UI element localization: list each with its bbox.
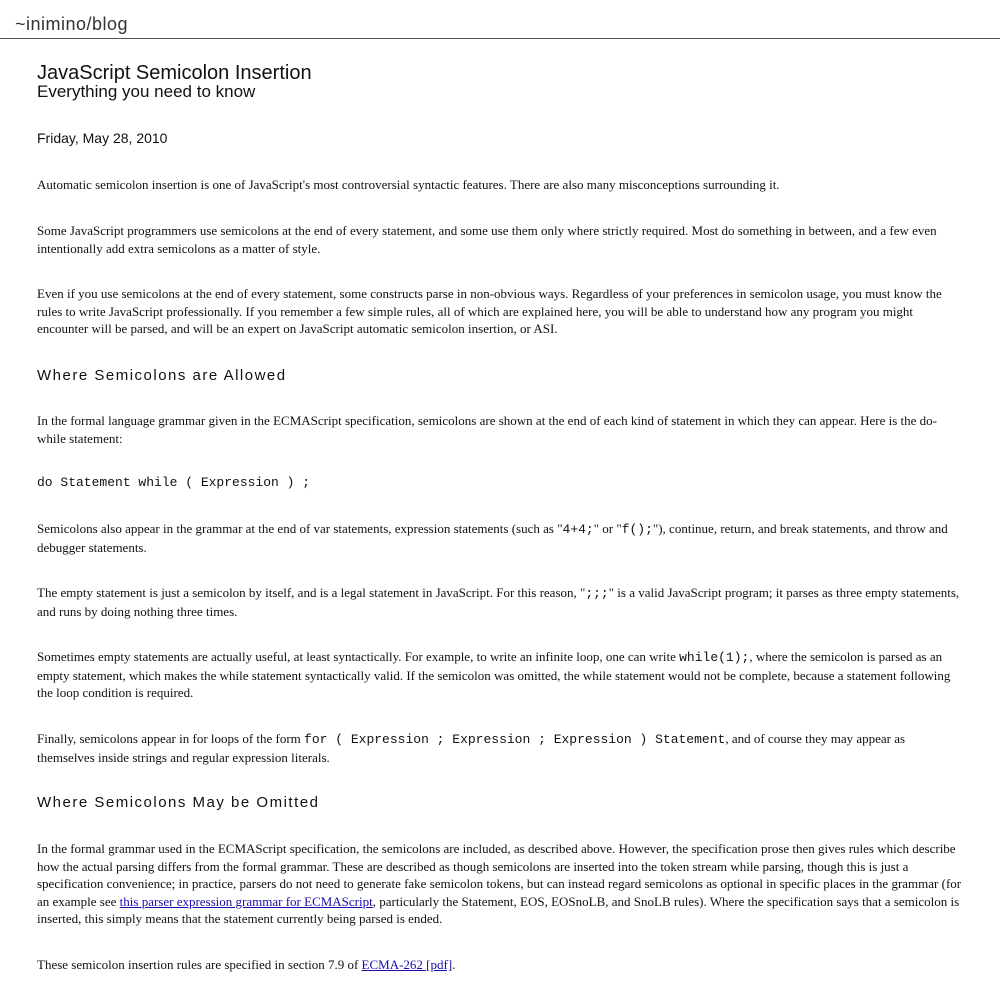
site-header [0, 0, 1000, 39]
post-subtitle: Everything you need to know [37, 82, 256, 101]
post-title: JavaScript Semicolon Insertion [37, 62, 312, 84]
post-content [37, 62, 963, 972]
text: . [452, 957, 456, 972]
inline-code: ;;; [585, 586, 609, 601]
text: The empty statement is just a semicolon by itself, and is a legal statement in JavaScript. For this reason, " [37, 585, 586, 600]
paragraph-infinite-loop [37, 648, 963, 702]
inline-code: 4+4; [562, 522, 594, 537]
inline-code: while(1); [679, 650, 750, 665]
paragraph-empty-statement [37, 584, 963, 620]
ecma-262-pdf-link[interactable]: ECMA-262 [pdf] [361, 957, 453, 972]
section-heading-omitted: Where Semicolons May be Omitted [37, 794, 320, 811]
text: " or " [593, 521, 622, 536]
text: Sometimes empty statements are actually useful, at least syntactically. For example, to write an infinite loop, one can write [37, 649, 680, 664]
paragraph-semicolon-appear [37, 520, 963, 556]
site-title-link[interactable]: ~inimino/blog [15, 14, 129, 34]
paragraph-for-loops [37, 730, 963, 766]
paragraph-intro: Automatic semicolon insertion is one of JavaScript's most controversial syntactic features. There are also many misconceptions surrounding it. [37, 177, 780, 192]
text: In the formal grammar used in the ECMAScript specification, the semicolons are included, as described above. However, the specification prose then gives rules which describe how the actual parsing differs from the formal grammar. These are described as though semicolons are inserted into the token stream while parsing, though this is just a specification convenience; in practice, parsers do not need to generate fake semicolon tokens, but can instead regard semicolons as optional in specific places in the grammar (for an example see [37, 841, 962, 909]
text: "), continue, return, and break statements, and throw and debugger statements. [37, 521, 948, 555]
paragraph-ecma-reference [37, 956, 963, 974]
inline-code: for ( Expression ; Expression ; Expression ) Statement [304, 732, 726, 747]
text: These semicolon insertion rules are specified in section 7.9 of [37, 957, 362, 972]
text: , particularly the Statement, EOS, EOSnoLB, and SnoLB rules). Where the specification says that a semicolon is inserted, this simply means that the statement currently being parsed is ended. [37, 893, 960, 926]
section-heading-allowed: Where Semicolons are Allowed [37, 367, 287, 384]
text: Semicolons also appear in the grammar at the end of var statements, expression statements (such as " [37, 521, 563, 536]
text: , and of course they may appear as themselves inside strings and regular expression literals. [37, 731, 906, 765]
post-date: Friday, May 28, 2010 [37, 130, 168, 146]
paragraph-formal-grammar [37, 840, 963, 928]
code-do-while: do Statement while ( Expression ) ; [37, 475, 311, 490]
paragraph-programmers: Some JavaScript programmers use semicolons at the end of every statement, and some use them only where strictly required. Most do something in between, and a few even intentionally add extra semicolons as a matter of style. [37, 223, 937, 256]
paragraph-grammar: In the formal language grammar given in the ECMAScript specification, semicolons are shown at the end of each kind of statement in which they can appear. Here is the do-while statement: [37, 413, 937, 446]
text: " is a valid JavaScript program; it parses as three empty statements, and runs by doing nothing three times. [37, 585, 960, 619]
inline-code: f(); [621, 522, 653, 537]
text: Finally, semicolons appear in for loops of the form [37, 731, 305, 746]
text: , where the semicolon is parsed as an empty statement, which makes the while statement syntactically valid. If the semicolon was omitted, the while statement would not be complete, because a statement following the loop condition is required. [37, 649, 951, 700]
paragraph-rules: Even if you use semicolons at the end of every statement, some constructs parse in non-obvious ways. Regardless of your preferences in semicolon usage, you must know the rules to write JavaScript professionally. If you remember a few simple rules, all of which are explained here, you will be able to understand how any program you might encounter will be parsed, and will be an expert on JavaScript automatic semicolon insertion, or ASI. [37, 286, 942, 336]
parser-grammar-link[interactable]: this parser expression grammar for ECMAScript [119, 893, 373, 909]
